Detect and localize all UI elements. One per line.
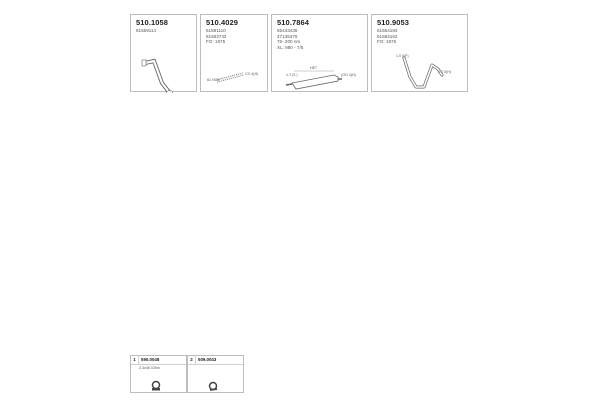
tail-pipe-drawing (372, 15, 469, 93)
part-number: 510.1058 (136, 18, 169, 27)
part-card (130, 14, 197, 92)
part-card (271, 14, 368, 92)
part-codes: 65443436 47135376 76- 200 nm XL: 980 - 7/5 (277, 28, 304, 50)
part-card (200, 14, 268, 92)
accessory-part-number: 509.0043 (198, 357, 217, 362)
accessory-part-number: 590.0048 (141, 357, 160, 362)
accessory-index: 1 (131, 356, 139, 364)
muffler-drawing (272, 15, 369, 93)
drawing-label: HE7 (310, 66, 317, 70)
accessory-card (187, 355, 244, 393)
accessory-spec: 2.3x45 025m (139, 366, 160, 370)
part-card (371, 14, 468, 92)
flex-pipe-drawing (201, 15, 269, 93)
part-number: 510.7864 (277, 18, 310, 27)
clamp-icon (131, 356, 188, 394)
accessory-card (130, 355, 187, 393)
part-codes: 61581110 61583742 FO: 1975 (206, 28, 227, 45)
drawing-label: 61 NO6 (207, 78, 220, 82)
drawing-label: CO 4(H) (245, 72, 259, 76)
drawing-label: 1.0 0(F) (396, 54, 409, 58)
hanger-icon (188, 356, 245, 394)
part-codes: 61554184 61584162 FO: 1975 (377, 28, 398, 45)
drawing-label: 1.T (3 ) (286, 73, 298, 77)
drawing-label: 2.0 0(H) (438, 70, 451, 74)
part-codes: 61559114 (136, 28, 157, 33)
part-number: 510.4029 (206, 18, 239, 27)
drawing-label: (OO 4(H) (341, 73, 356, 77)
accessory-index: 2 (188, 356, 196, 364)
part-number: 510.9053 (377, 18, 410, 27)
exhaust-pipe-drawing (131, 15, 198, 93)
